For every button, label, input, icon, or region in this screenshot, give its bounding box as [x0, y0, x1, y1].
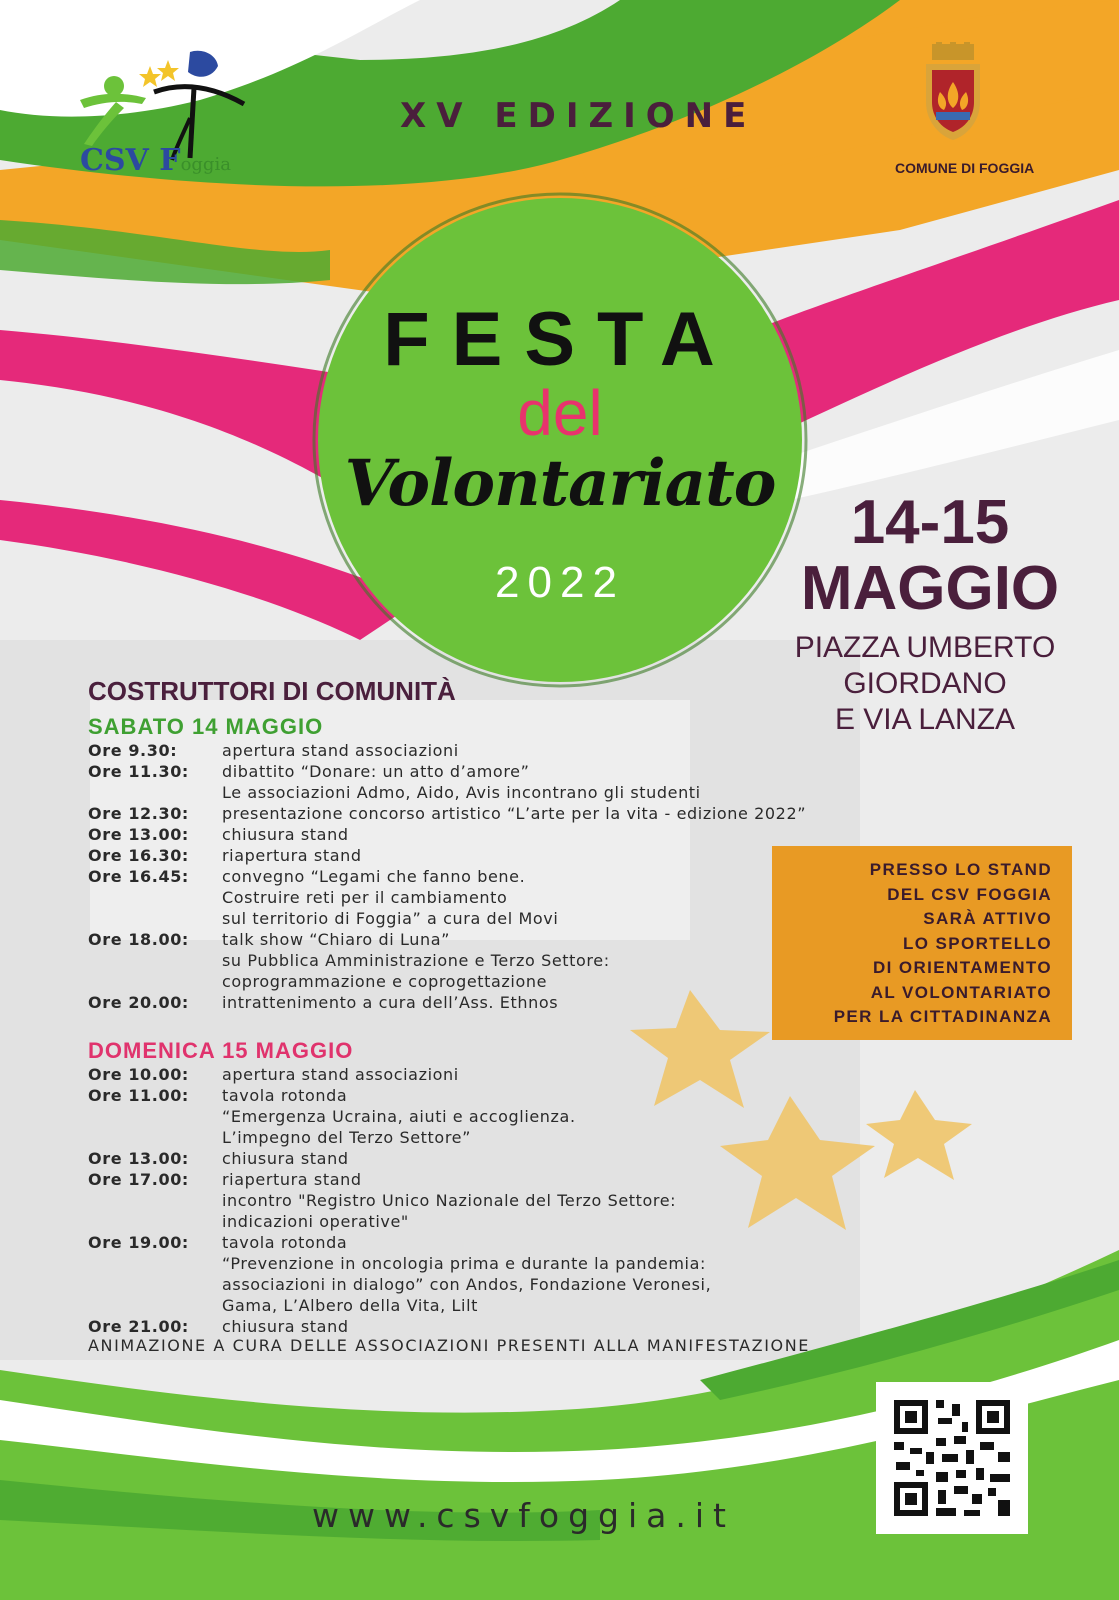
- schedule-text: coprogrammazione e coprogettazione: [222, 972, 548, 991]
- comune-crest-icon: [922, 42, 984, 142]
- schedule-time: Ore 13.00:: [88, 825, 189, 844]
- schedule-row: [88, 1064, 938, 1085]
- schedule-text: L’impegno del Terzo Settore”: [222, 1128, 471, 1147]
- place-line: PIAZZA UMBERTO: [794, 631, 1056, 664]
- schedule-time: Ore 11.30:: [88, 762, 189, 781]
- schedule-text: chiusura stand: [222, 1317, 349, 1336]
- schedule-row: [88, 1169, 938, 1190]
- schedule-row: [88, 1106, 938, 1127]
- title-festa: FESTA: [383, 297, 737, 382]
- schedule-text: intrattenimento a cura dell’Ass. Ethnos: [222, 993, 559, 1012]
- schedule-text: apertura stand associazioni: [222, 741, 459, 760]
- schedule-text: incontro "Registro Unico Nazionale del Terzo Settore:: [222, 1191, 677, 1210]
- schedule-time: Ore 9.30:: [88, 741, 178, 760]
- schedule-row: [88, 824, 938, 845]
- schedule-row: [88, 1127, 938, 1148]
- schedule-time: [88, 782, 222, 803]
- schedule-row: [88, 782, 938, 803]
- comune-label: COMUNE DI FOGGIA: [895, 160, 1035, 176]
- schedule-text: indicazioni operative": [222, 1212, 409, 1231]
- sunday-heading: DOMENICA 15 MAGGIO: [88, 1038, 354, 1063]
- info-line: PER LA CITTADINANZA: [833, 1007, 1052, 1026]
- schedule-text: sul territorio di Foggia” a cura del Movi: [222, 909, 559, 928]
- schedule-text: riapertura stand: [222, 846, 362, 865]
- schedule-row: [88, 1148, 938, 1169]
- schedule-row: [88, 1232, 938, 1253]
- schedule-text: presentazione concorso artistico “L’arte per la vita - edizione 2022”: [222, 804, 807, 823]
- schedule-time: Ore 17.00:: [88, 1170, 189, 1189]
- event-place: [760, 630, 1090, 738]
- schedule-time: Ore 13.00:: [88, 1149, 189, 1168]
- schedule-time: [88, 1253, 222, 1274]
- schedule-row: [88, 1274, 938, 1295]
- schedule-text: “Emergenza Ucraina, aiuti e accoglienza.: [222, 1107, 576, 1126]
- schedule-text: riapertura stand: [222, 1170, 362, 1189]
- schedule-time: Ore 18.00:: [88, 930, 189, 949]
- event-dates: [800, 490, 1060, 622]
- event-month: MAGGIO: [800, 554, 1060, 623]
- edition-label: XV EDIZIONE: [400, 96, 757, 136]
- info-line: DEL CSV FOGGIA: [887, 884, 1052, 904]
- schedule-text: apertura stand associazioni: [222, 1065, 459, 1084]
- info-line: SARÀ ATTIVO: [923, 909, 1052, 928]
- schedule-row: [88, 803, 938, 824]
- schedule-time: [88, 1106, 222, 1127]
- schedule-time: Ore 12.30:: [88, 804, 189, 823]
- event-day-range: 14-15: [850, 488, 1010, 557]
- schedule-time: Ore 19.00:: [88, 1233, 189, 1252]
- website-link[interactable]: www.csvfoggia.it: [312, 1496, 735, 1535]
- closing-note: ANIMAZIONE A CURA DELLE ASSOCIAZIONI PRESENTI ALLA MANIFESTAZIONE: [88, 1336, 811, 1355]
- schedule-text: talk show “Chiaro di Luna”: [222, 930, 450, 949]
- schedule-text: dibattito “Donare: un atto d’amore”: [222, 762, 530, 781]
- place-line: GIORDANO: [843, 667, 1007, 700]
- schedule-text: su Pubblica Amministrazione e Terzo Settore:: [222, 951, 610, 970]
- schedule-row: [88, 740, 938, 761]
- info-box: [772, 858, 1052, 1030]
- schedule-row: [88, 1316, 938, 1337]
- saturday-heading: SABATO 14 MAGGIO: [88, 714, 324, 739]
- schedule-text: “Prevenzione in oncologia prima e durante la pandemia:: [222, 1254, 706, 1273]
- schedule-text: tavola rotonda: [222, 1086, 348, 1105]
- csv-logo-text: CSV Foggia: [80, 143, 231, 178]
- schedule-text: Gama, L’Albero della Vita, Lilt: [222, 1296, 479, 1315]
- title-volontariato: Volontariato: [344, 446, 776, 521]
- schedule-row: [88, 1085, 938, 1106]
- schedule-row: [88, 1190, 938, 1211]
- schedule-text: associazioni in dialogo” con Andos, Fondazione Veronesi,: [222, 1275, 712, 1294]
- schedule-text: chiusura stand: [222, 825, 349, 844]
- schedule-text: convegno “Legami che fanno bene.: [222, 867, 526, 886]
- schedule-time: Ore 10.00:: [88, 1065, 189, 1084]
- schedule-time: Ore 11.00:: [88, 1086, 189, 1105]
- program-motto: COSTRUTTORI DI COMUNITÀ: [88, 676, 456, 706]
- qr-code[interactable]: [876, 1382, 1028, 1534]
- schedule-time: [88, 1295, 222, 1316]
- info-line: LO SPORTELLO: [902, 933, 1052, 953]
- schedule-time: Ore 21.00:: [88, 1317, 189, 1336]
- schedule-time: [88, 1211, 222, 1232]
- schedule-time: Ore 16.30:: [88, 846, 189, 865]
- schedule-text: Costruire reti per il cambiamento: [222, 888, 508, 907]
- title-del: del: [517, 377, 603, 449]
- info-line: PRESSO LO STAND: [869, 860, 1052, 879]
- schedule-time: [88, 1190, 222, 1211]
- schedule-time: [88, 1274, 222, 1295]
- schedule-time: [88, 971, 222, 992]
- info-line: DI ORIENTAMENTO: [872, 958, 1052, 977]
- schedule-time: [88, 1127, 222, 1148]
- sunday-schedule: [88, 1064, 938, 1337]
- title-year: 2022: [495, 558, 625, 607]
- schedule-row: [88, 1253, 938, 1274]
- schedule-time: [88, 908, 222, 929]
- schedule-text: Le associazioni Admo, Aido, Avis incontrano gli studenti: [222, 783, 701, 802]
- schedule-time: Ore 16.45:: [88, 867, 189, 886]
- schedule-text: tavola rotonda: [222, 1233, 348, 1252]
- schedule-row: [88, 1211, 938, 1232]
- place-line: E VIA LANZA: [834, 703, 1016, 736]
- schedule-time: Ore 20.00:: [88, 993, 189, 1012]
- schedule-row: [88, 1295, 938, 1316]
- schedule-text: chiusura stand: [222, 1149, 349, 1168]
- info-line: AL VOLONTARIATO: [870, 982, 1052, 1002]
- schedule-time: [88, 950, 222, 971]
- schedule-time: [88, 887, 222, 908]
- schedule-row: [88, 761, 938, 782]
